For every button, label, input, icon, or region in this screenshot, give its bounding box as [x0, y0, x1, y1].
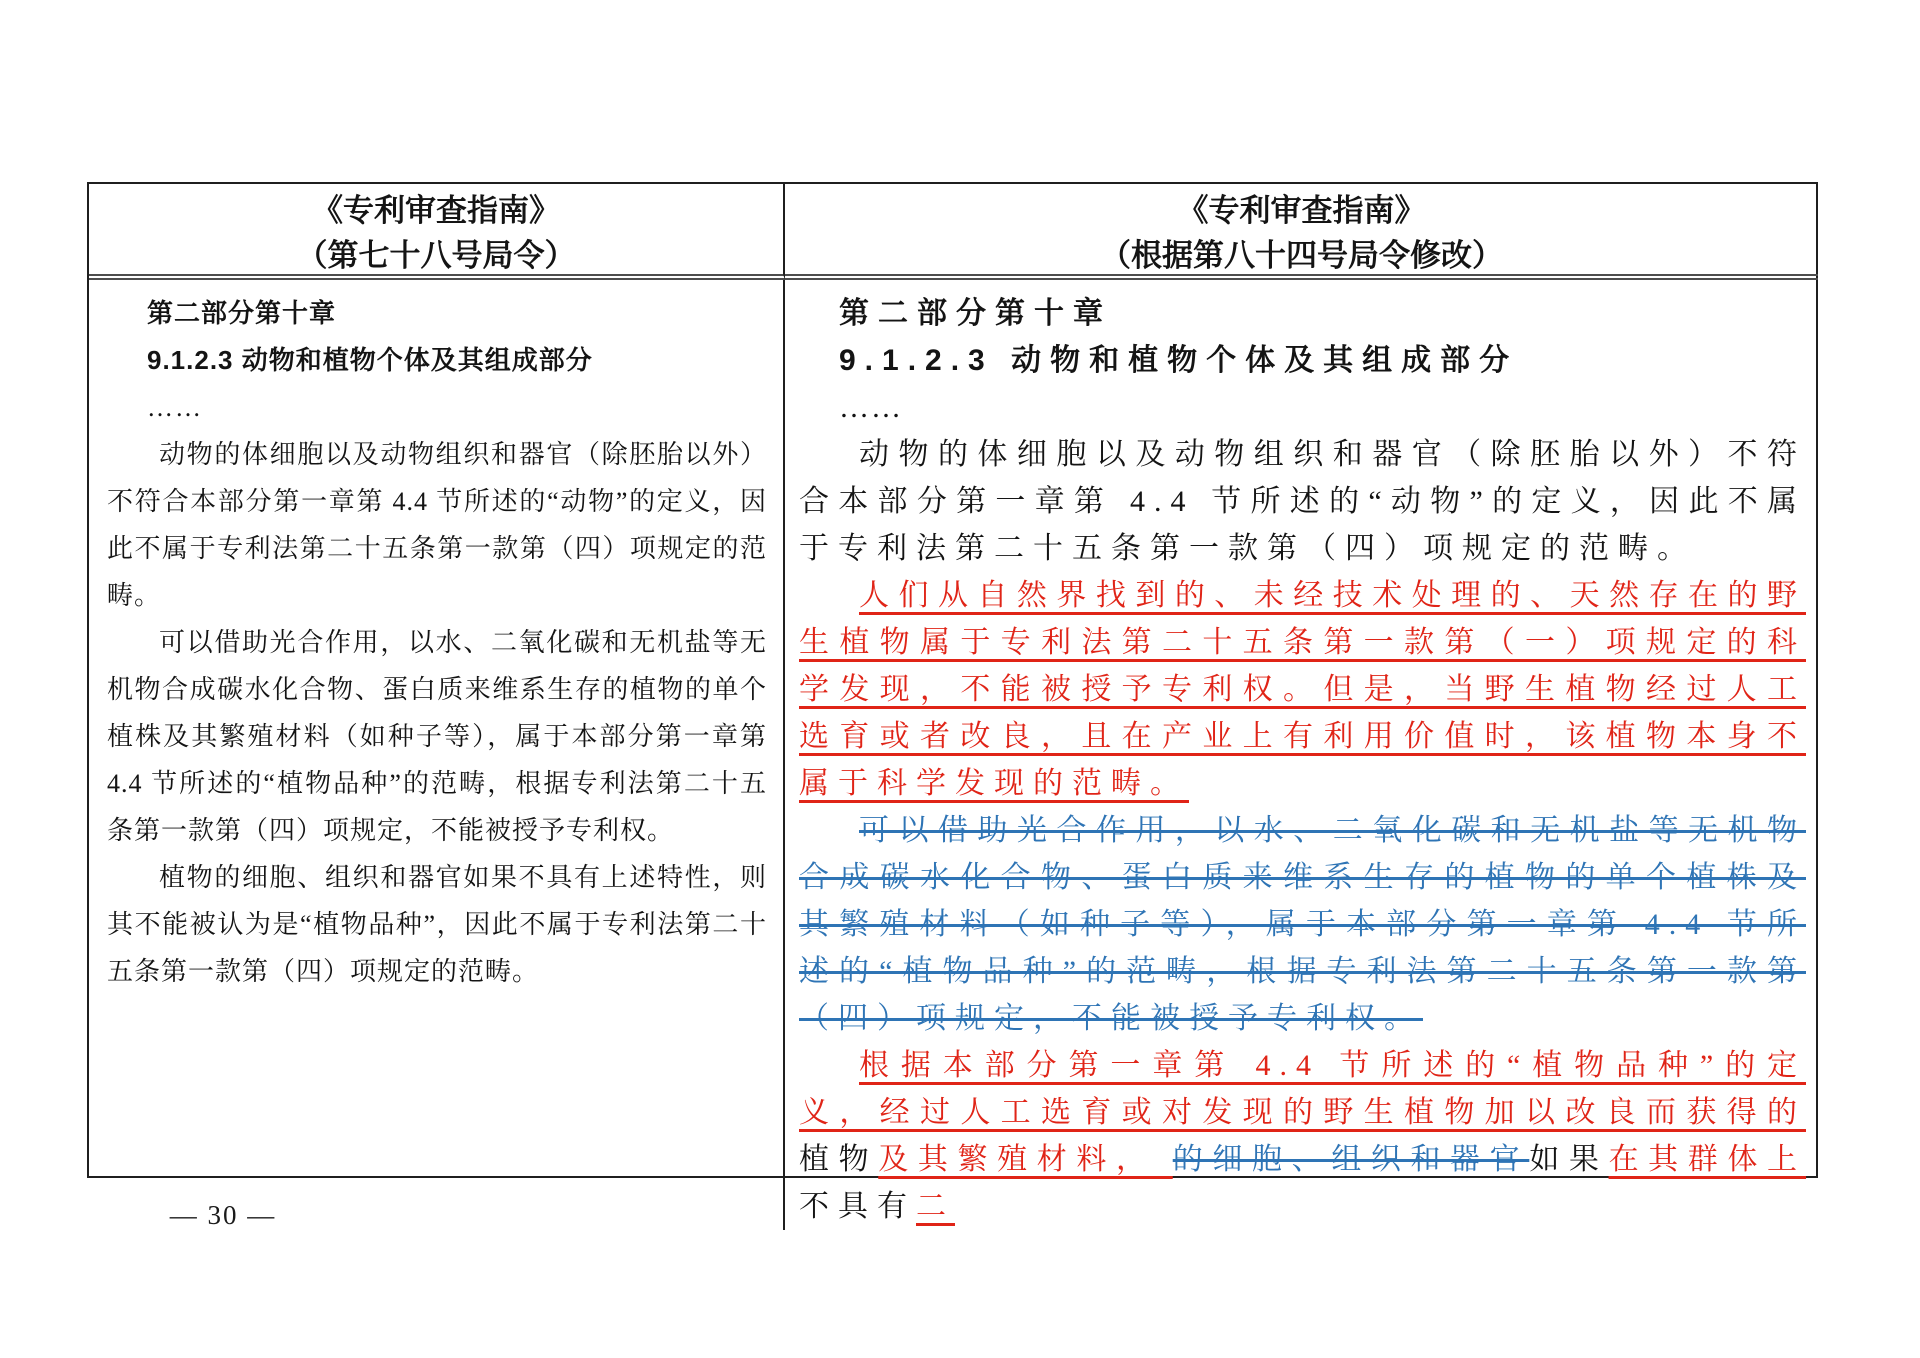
text-run: 植物的细胞、组织和器官如果不具有上述特性，则其不能被认为是“植物品种”，因此不属于专利法第二十五条第一款第（四）项规定的范畴。	[107, 863, 767, 986]
page-number: — 30 —	[169, 1200, 277, 1230]
text-run: 9.1.2.3 动物和植物个体及其组成部分	[839, 344, 1519, 377]
section-heading	[107, 290, 767, 337]
inserted-text-run: 在其群体上	[1608, 1143, 1807, 1176]
text-run: 第二部分第十章	[839, 297, 1112, 330]
inserted-text-run: 及其繁殖材料，	[878, 1143, 1173, 1176]
paragraph	[799, 1042, 1806, 1230]
section-heading	[799, 290, 1806, 337]
inserted-text-run: 二	[916, 1190, 955, 1223]
section-heading	[799, 337, 1806, 384]
paragraph	[107, 619, 767, 854]
text-run: 不具有	[799, 1190, 916, 1223]
paragraph	[107, 431, 767, 619]
paragraph	[799, 807, 1806, 1042]
paragraph	[799, 384, 1806, 431]
paragraph	[107, 854, 767, 995]
inserted-text-run: 根据本部分第一章第 4.4 节所述的“植物品种”的定义，经过人工选育或对发现的野生植物加以改良而获得的	[799, 1049, 1806, 1129]
text-run: 第二部分第十章	[147, 298, 337, 328]
old-version-header-cell	[89, 184, 785, 280]
deleted-text-run: 的细胞、组织和器官	[1172, 1143, 1530, 1176]
paragraph	[799, 572, 1806, 807]
old-version-text-cell	[89, 280, 785, 1230]
deleted-text-run: 可以借助光合作用，以水、二氧化碳和无机盐等无机物合成碳水化合物、蛋白质来维系生存的植物的单个植株及其繁殖材料（如种子等），属于本部分第一章第 4.4 节所述的“植物品种”的范畴，根据专利法第二十五条第一款第（四）项规定，不能被授予专利权。	[799, 814, 1806, 1035]
section-heading	[107, 337, 767, 384]
paragraph	[107, 384, 767, 431]
revised-version-subtitle: （根据第八十四号局令修改）	[1100, 238, 1503, 273]
old-version-subtitle: （第七十八号局令）	[296, 238, 576, 273]
paragraph	[799, 431, 1806, 572]
text-run: 9.1.2.3 动物和植物个体及其组成部分	[147, 345, 593, 375]
text-run: 植物	[799, 1143, 879, 1176]
revised-version-title: 《专利审查指南》	[1177, 193, 1426, 228]
text-run: 可以借助光合作用，以水、二氧化碳和无机盐等无机物合成碳水化合物、蛋白质来维系生存的植物的单个植株及其繁殖材料（如种子等），属于本部分第一章第 4.4 节所述的“植物品种”的范畴，根据专利法第二十五条第一款第（四）项规定，不能被授予专利权。	[107, 628, 767, 845]
text-run: ……	[839, 391, 903, 424]
old-version-title: 《专利审查指南》	[312, 193, 560, 228]
text-run: ……	[147, 393, 203, 422]
revised-version-header-cell	[785, 184, 1818, 280]
text-run: 如果	[1529, 1143, 1609, 1176]
inserted-text-run: 人们从自然界找到的、未经技术处理的、天然存在的野生植物属于专利法第二十五条第一款第（一）项规定的科学发现，不能被授予专利权。但是，当野生植物经过人工选育或者改良，且在产业上有利用价值时，该植物本身不属于科学发现的范畴。	[799, 579, 1806, 800]
text-run: 动物的体细胞以及动物组织和器官（除胚胎以外）不符合本部分第一章第 4.4 节所述的“动物”的定义，因此不属于专利法第二十五条第一款第（四）项规定的范畴。	[799, 438, 1806, 565]
text-run: 动物的体细胞以及动物组织和器官（除胚胎以外）不符合本部分第一章第 4.4 节所述的“动物”的定义，因此不属于专利法第二十五条第一款第（四）项规定的范畴。	[107, 440, 767, 610]
revised-version-text-cell	[785, 280, 1818, 1230]
